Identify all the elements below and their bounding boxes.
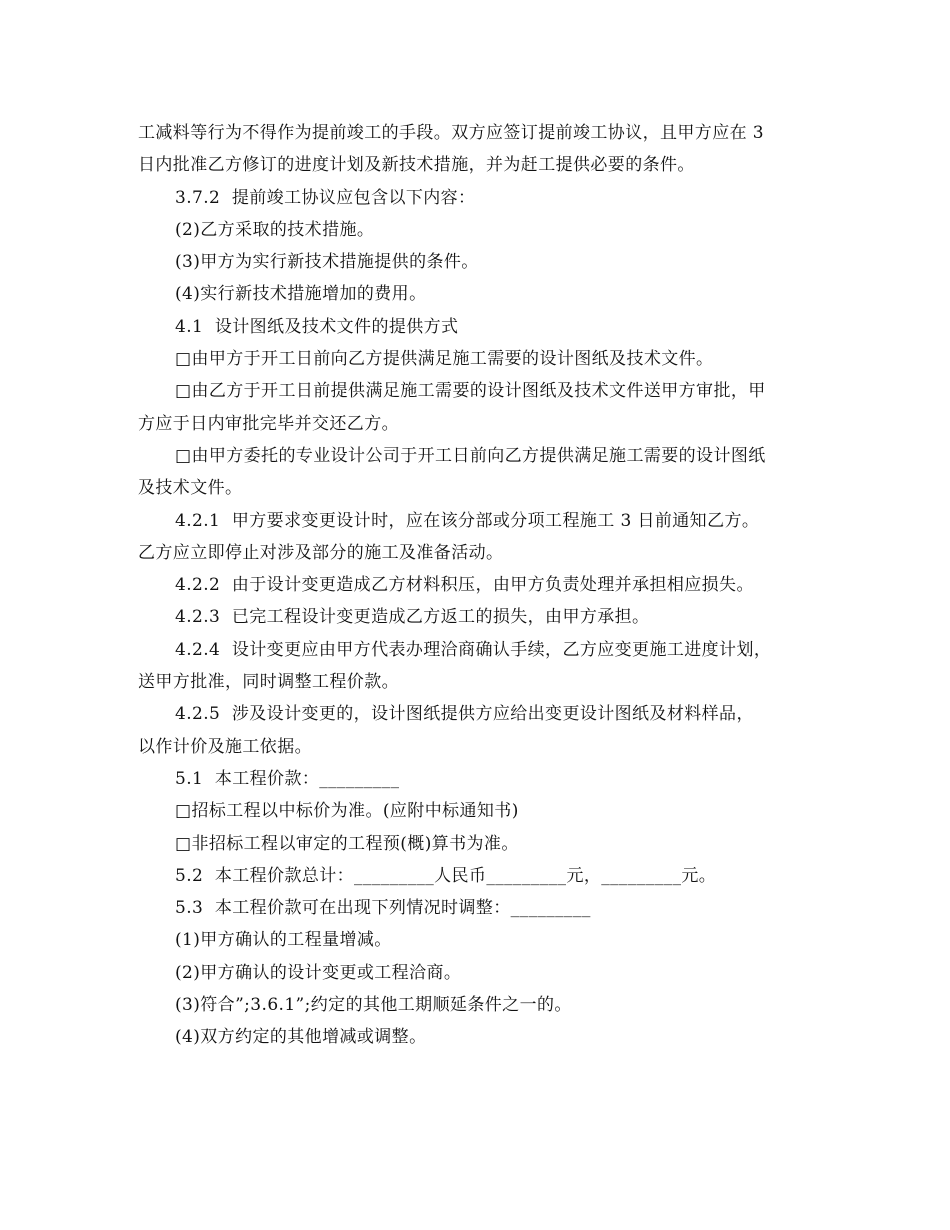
document-line: 方应于日内审批完毕并交还乙方。 xyxy=(138,413,399,434)
document-line: 及技术文件。 xyxy=(138,478,243,499)
document-line: (2)乙方采取的技术措施。 xyxy=(175,219,375,240)
document-line: 3.7.2 提前竣工协议应包含以下内容： xyxy=(175,187,476,208)
document-line: 5.1 本工程价款：_________ xyxy=(175,768,400,789)
document-line: 4.2.3 已完工程设计变更造成乙方返工的损失，由甲方承担。 xyxy=(175,607,650,628)
document-line: 4.1 设计图纸及技术文件的提供方式 xyxy=(175,316,459,337)
document-line: (4)双方约定的其他增减或调整。 xyxy=(175,1027,427,1048)
document-line: 4.2.2 由于设计变更造成乙方材料积压，由甲方负责处理并承担相应损失。 xyxy=(175,575,754,596)
document-line: 5.3 本工程价款可在出现下列情况时调整：_________ xyxy=(175,898,591,919)
document-line: □由甲方委托的专业设计公司于开工日前向乙方提供满足施工需要的设计图纸 xyxy=(175,445,766,466)
document-line: 4.2.5 涉及设计变更的，设计图纸提供方应给出变更设计图纸及材料样品， xyxy=(175,704,754,725)
document-line: (4)实行新技术措施增加的费用。 xyxy=(175,284,427,305)
document-line: (2)甲方确认的设计变更或工程洽商。 xyxy=(175,962,462,983)
document-line: 日内批准乙方修订的进度计划及新技术措施，并为赶工提供必要的条件。 xyxy=(138,155,695,176)
document-line: □非招标工程以审定的工程预(概)算书为准。 xyxy=(175,833,519,854)
document-line: (3)符合”;3.6.1”;约定的其他工期顺延条件之一的。 xyxy=(175,995,572,1016)
document-line: 4.2.1 甲方要求变更设计时，应在该分部或分项工程施工 3 日前通知乙方。 xyxy=(175,510,760,531)
document-body xyxy=(138,117,838,1054)
document-line: 以作计价及施工依据。 xyxy=(138,736,312,757)
document-line: (3)甲方为实行新技术措施提供的条件。 xyxy=(175,252,479,273)
document-line: 4.2.4 设计变更应由甲方代表办理洽商确认手续，乙方应变更施工进度计划， xyxy=(175,639,772,660)
document-line: □由甲方于开工日前向乙方提供满足施工需要的设计图纸及技术文件。 xyxy=(175,349,714,370)
document-line: 乙方应立即停止对涉及部分的施工及准备活动。 xyxy=(138,542,504,563)
document-line: 送甲方批准，同时调整工程价款。 xyxy=(138,672,399,693)
document-line: □由乙方于开工日前提供满足施工需要的设计图纸及技术文件送甲方审批，甲 xyxy=(175,381,766,402)
document-line: □招标工程以中标价为准。(应附中标通知书) xyxy=(175,801,519,822)
document-line: 5.2 本工程价款总计：_________人民币_________元，_________元。 xyxy=(175,865,717,886)
document-line: 工减料等行为不得作为提前竣工的手段。双方应签订提前竣工协议，且甲方应在 3 xyxy=(138,123,765,143)
document-line: (1)甲方确认的工程量增减。 xyxy=(175,930,392,951)
